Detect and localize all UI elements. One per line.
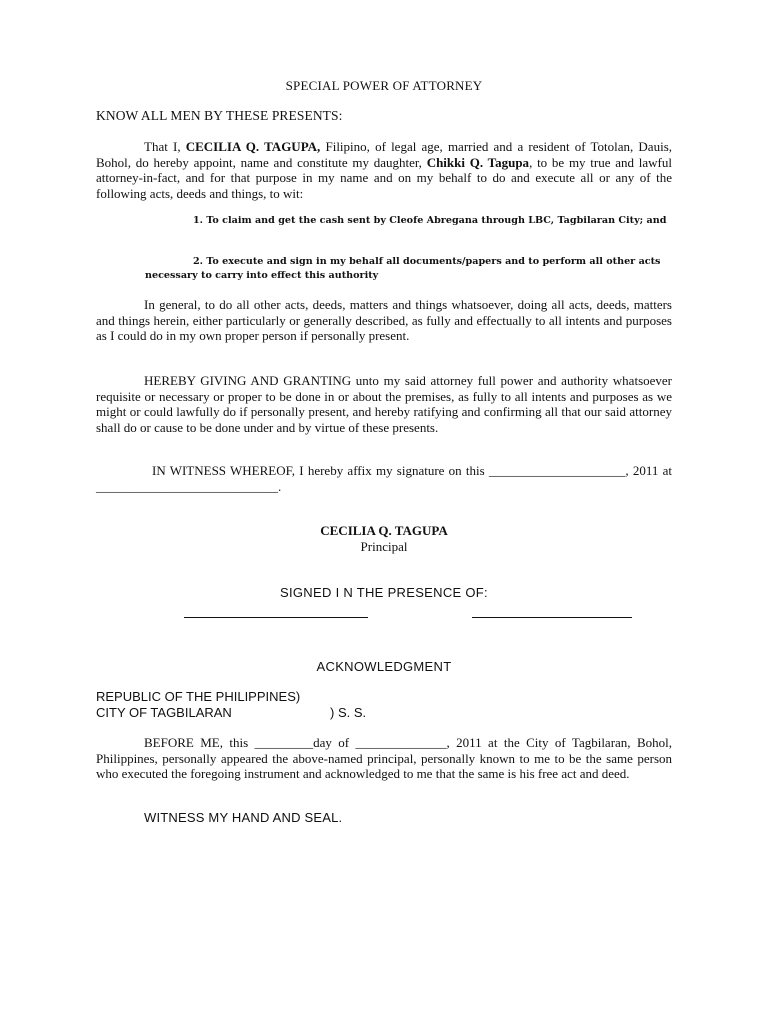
principal-signature-name: CECILIA Q. TAGUPA	[320, 523, 448, 538]
granting-paragraph	[96, 373, 672, 435]
witness-whereof-paragraph	[96, 463, 672, 494]
attorney-name-inline: Chikki Q. Tagupa	[426, 154, 530, 170]
month-blank: ______________	[355, 735, 447, 750]
document-title: SPECIAL POWER OF ATTORNEY	[285, 78, 483, 93]
date-blank: _____________________	[488, 463, 626, 478]
p1-text-3: , to be my true and lawful attorney-in-fact, and for that purpose in my name and on my behalf to do and execute all or any of the following acts, deeds and things, to wit:	[96, 154, 672, 201]
principal-role-label: Principal	[360, 539, 408, 554]
venue-republic: REPUBLIC OF THE PHILIPPINES)	[96, 689, 301, 704]
acknowledgment-heading: ACKNOWLEDGMENT	[316, 659, 452, 674]
principal-name-inline: CECILIA Q. TAGUPA,	[185, 139, 321, 154]
p2-text: In general, to do all other acts, deeds, matters and things whatsoever, doing all acts, deeds, matters and things herein, either particularly or generally described, as fully and effectually to all intents and purposes as I could do in my own proper person if personally present.	[96, 297, 672, 343]
p1-text-1: That I,	[144, 139, 186, 154]
p5-text-2: day of	[313, 735, 356, 750]
power-item-2	[145, 255, 673, 283]
venue-ss: ) S. S.	[330, 705, 367, 720]
witness-signature-line-1	[184, 617, 368, 618]
general-powers-paragraph	[96, 297, 672, 344]
p5-text-1: BEFORE ME, this	[144, 735, 255, 750]
witness-hand-seal: WITNESS MY HAND AND SEAL.	[144, 810, 343, 825]
venue-city-label: CITY OF TAGBILARAN	[96, 705, 232, 720]
power-item-1	[145, 214, 673, 228]
p3-text: HEREBY GIVING AND GRANTING unto my said attorney full power and authority whatsoever requisite or necessary or proper to be done in or about the premises, as fully to all intents and purposes as we might or could lawfully do if personally present, and hereby ratifying and confirming all that our said attorney shall do or cause to be done under and by virtue of these presents.	[96, 373, 672, 435]
power-item-1-text: 1. To claim and get the cash sent by Cleofe Abregana through LBC, Tagbilaran City; and	[193, 215, 667, 226]
place-blank: ____________________________	[96, 478, 278, 494]
p4-text-1: IN WITNESS WHEREOF, I hereby affix my signature on this	[152, 463, 485, 478]
witness-signature-line-2	[472, 617, 632, 618]
know-all-heading: KNOW ALL MEN BY THESE PRESENTS:	[96, 108, 343, 123]
day-blank: _________	[254, 735, 314, 750]
witness-heading: SIGNED I N THE PRESENCE OF:	[280, 585, 488, 600]
p4-text-2: , 2011 at	[625, 463, 673, 478]
venue-city	[96, 705, 367, 720]
acknowledgment-paragraph	[96, 735, 672, 782]
power-item-2-text: 2. To execute and sign in my behalf all documents/papers and to perform all other acts necessary to carry into effect this authority	[145, 256, 661, 281]
p1-text-2: Filipino, of legal age, married and a resident of Totolan, Dauis, Bohol, do hereby appoint, name and constitute my daughter,	[96, 139, 672, 170]
appointment-paragraph	[96, 139, 672, 201]
p5-text-3: , 2011 at the City of Tagbilaran, Bohol, Philippines, personally appeared the above-named principal, personally known to me to be the same person who executed the foregoing instrument and acknowledged to me that the same is his free act and deed.	[96, 735, 672, 781]
p4-text-3: .	[278, 478, 282, 494]
